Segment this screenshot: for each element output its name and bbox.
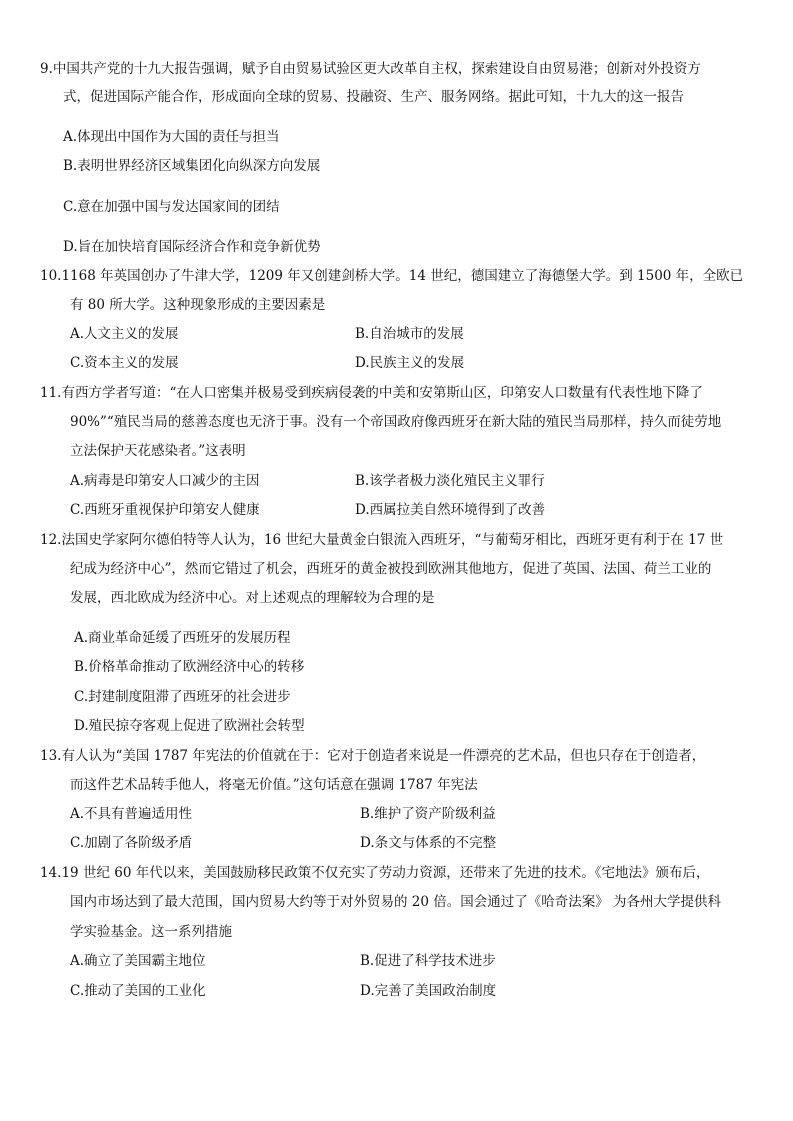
question-stem-line: 11.有西方学者写道：“在人口密集并极易受到疾病侵袭的中美和安第斯山区，印第安人口数量有代表性地下降了 [40, 385, 703, 401]
option-a: A.商业革命延缓了西班牙的发展历程 [74, 630, 291, 646]
option-a: A.不具有普遍适用性 [70, 806, 193, 822]
question-stem-line: 式，促进国际产能合作，形成面向全球的贸易、投融资、生产、服务网络。据此可知，十九大的这一报告 [63, 89, 684, 105]
question-stem-line: 纪成为经济中心”，然而它错过了机会，西班牙的黄金被投到欧洲其他地方，促进了英国、法国、荷兰工业的 [70, 561, 712, 577]
option-d: D.完善了美国政治制度 [360, 983, 497, 999]
option-c: C.意在加强中国与发达国家间的团结 [63, 199, 280, 215]
option-d: D.民族主义的发展 [355, 355, 465, 371]
option-b: B.该学者极力淡化殖民主义罪行 [355, 473, 545, 489]
question-stem-line: 发展，西北欧成为经济中心。对上述观点的理解较为合理的是 [70, 590, 435, 606]
option-d: D.西属拉美自然环境得到了改善 [355, 502, 546, 518]
option-c: C.加剧了各阶级矛盾 [70, 835, 193, 851]
question-stem-line: 13.有人认为“美国 1787 年宪法的价值就在于：它对于创造者来说是一件漂亮的艺术品，但也只存在于创造者， [40, 748, 706, 764]
option-a: A.病毒是印第安人口减少的主因 [70, 473, 260, 489]
question-stem-line: 90%”“殖民当局的慈善态度也无济于事。没有一个帝国政府像西班牙在新大陆的殖民当局那样，持久而徒劳地 [70, 414, 722, 430]
option-c: C.资本主义的发展 [70, 355, 179, 371]
option-c: C.推动了美国的工业化 [70, 983, 206, 999]
option-a: A.人文主义的发展 [70, 326, 179, 342]
question-stem-line: 14.19 世纪 60 年代以来，美国鼓励移民政策不仅充实了劳动力资源，还带来了先进的技术。《宅地法》颁布后， [40, 865, 710, 881]
question-stem-line: 9.中国共产党的十九大报告强调，赋予自由贸易试验区更大改革自主权，探索建设自由贸易港；创新对外投资方 [40, 61, 701, 77]
option-b: B.维护了资产阶级利益 [360, 806, 496, 822]
option-c: C.封建制度阻滞了西班牙的社会进步 [74, 689, 291, 705]
option-c: C.西班牙重视保护印第安人健康 [70, 502, 260, 518]
option-d: D.旨在加快培育国际经济合作和竞争新优势 [63, 239, 321, 255]
option-d: D.条文与体系的不完整 [360, 835, 497, 851]
option-b: B.表明世界经济区域集团化向纵深方向发展 [63, 158, 321, 174]
question-stem-line: 学实验基金。这一系列措施 [70, 924, 232, 940]
option-a: A.确立了美国霸主地位 [70, 953, 206, 969]
option-b: B.价格革命推动了欧洲经济中心的转移 [74, 659, 305, 675]
question-stem-line: 有 80 所大学。这种现象形成的主要因素是 [70, 297, 326, 313]
question-stem-line: 12.法国史学家阿尔德伯特等人认为，16 世纪大量黄金白银流入西班牙，“与葡萄牙相比，西班牙更有利于在 17 世 [40, 532, 724, 548]
question-stem-line: 国内市场达到了最大范围，国内贸易大约等于对外贸易的 20 倍。国会通过了《哈奇法案》 为各州大学提供科 [70, 894, 722, 910]
option-a: A.体现出中国作为大国的责任与担当 [63, 129, 280, 145]
option-b: B.自治城市的发展 [355, 326, 464, 342]
option-b: B.促进了科学技术进步 [360, 953, 496, 969]
option-d: D.殖民掠夺客观上促进了欧洲社会转型 [74, 718, 305, 734]
question-stem-line: 10.1168 年英国创办了牛津大学，1209 年又创建剑桥大学。14 世纪，德国建立了海德堡大学。到 1500 年，全欧已 [40, 268, 744, 284]
question-stem-line: 而这件艺术品转手他人，将毫无价值。”这句话意在强调 1787 年宪法 [70, 777, 478, 793]
question-stem-line: 立法保护天花感染者。”这表明 [70, 443, 246, 459]
